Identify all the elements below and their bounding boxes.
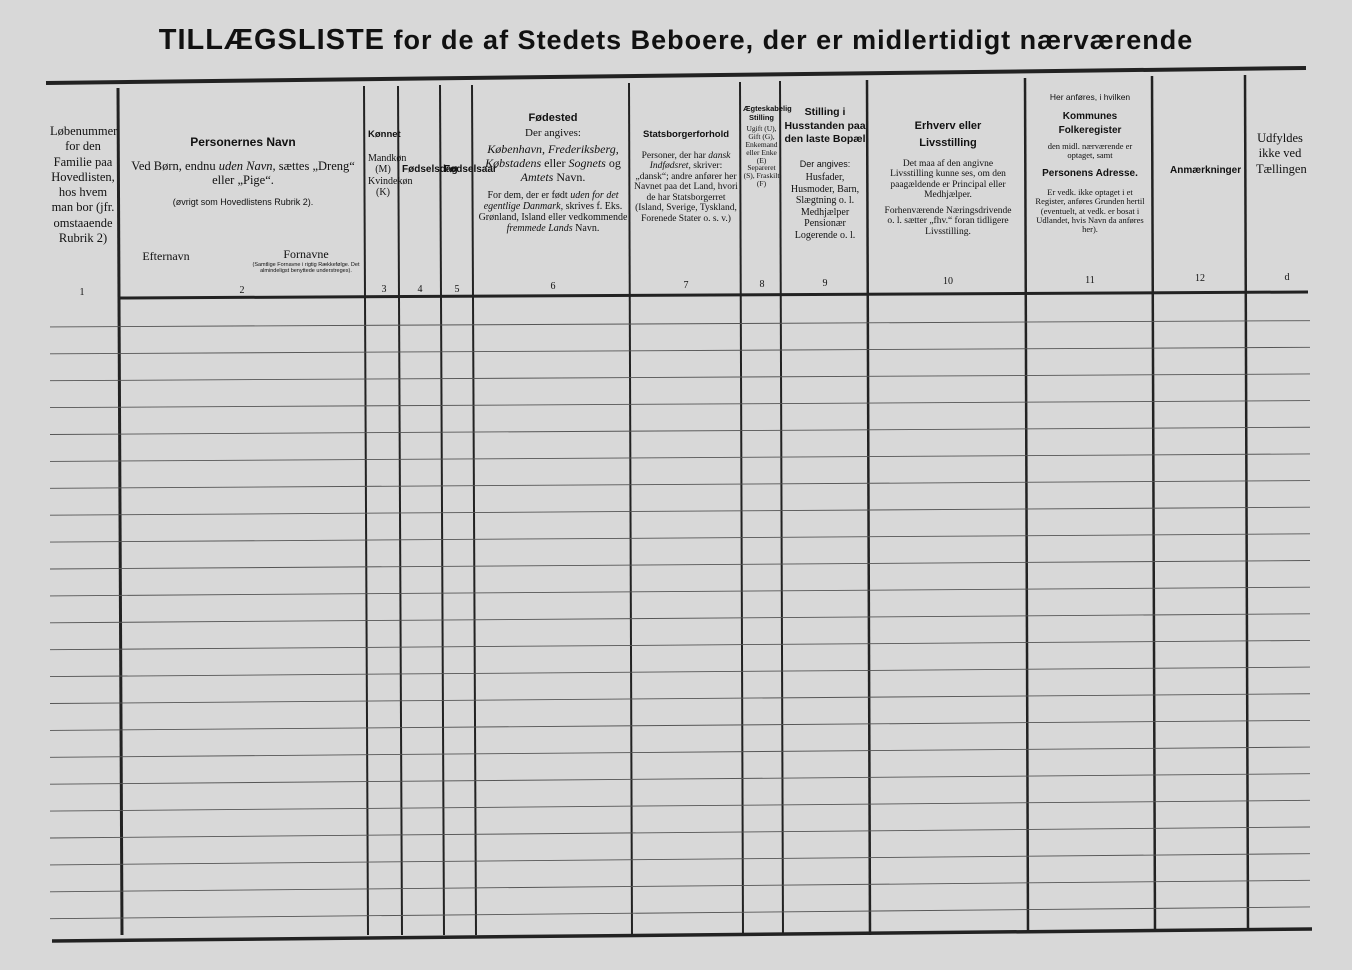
col12-header: Anmærkninger [1170, 165, 1242, 176]
col8-number: 8 [759, 279, 765, 290]
col8-text: Ugift (U), Gift (G), Enkemand eller Enke (E) Separeret (S), Fraskilt (F) [743, 124, 780, 189]
col2-header [124, 136, 362, 207]
col10-header [872, 118, 1024, 237]
col6-places-b: eller [544, 156, 566, 171]
col4-header: Fødselsdag [402, 164, 458, 175]
ruled-line [50, 880, 1310, 892]
col3-heading: Kønnet [368, 129, 401, 140]
col6-foreign-d: fremmede Lands [506, 222, 573, 234]
col3-number: 3 [381, 284, 387, 295]
col10-heading: Erhverv eller Livsstilling [914, 120, 982, 149]
ruled-line [50, 587, 1310, 596]
ruled-line [50, 427, 1310, 434]
col2-fornavne-note: (Samtlige Fornavne i rigtig Rækkefølge. Det almindeligst benyttede understreges). [252, 262, 360, 275]
col6-heading: Fødested [528, 112, 578, 124]
col6-places-c: Sognets [568, 156, 606, 171]
col1-number: 1 [79, 287, 85, 298]
col5-header: Fødselsaar [444, 164, 497, 175]
col7-text [633, 151, 739, 224]
ruled-line [50, 614, 1310, 623]
ruled-line [50, 854, 1310, 865]
col6-foreign-e: Navn. [575, 222, 600, 234]
col3-text: Mandkøn (M) Kvindekøn (K) [368, 152, 413, 199]
col6-places-e: Amtets [520, 169, 554, 184]
col9-heading: Stilling i Husstanden paa den laste Bopæl [784, 106, 866, 146]
col7-number: 7 [683, 280, 689, 291]
col11-mid: den midl. nærværende er optaget, samt [1047, 140, 1133, 161]
col12-number: 12 [1195, 273, 1205, 284]
col9-sub: Der angives: [799, 158, 851, 169]
col2-instruction-b: sættes „Dreng“ eller „Pige“. [212, 158, 355, 188]
col6-number: 6 [550, 281, 556, 292]
ruled-line [50, 800, 1310, 811]
ruled-line [50, 374, 1310, 381]
ruled-line [50, 401, 1310, 408]
col6-foreign-b: uden for det egentlige Danmark, [483, 189, 619, 212]
col11-top: Her anføres, i hvilken [1049, 92, 1131, 102]
col6-header [478, 112, 628, 234]
col2-number: 2 [239, 285, 245, 296]
col6-places-f: Navn. [556, 169, 586, 184]
ruled-line [50, 720, 1310, 730]
ruled-line [50, 907, 1310, 919]
title-rest: for de af Stedets Beboere, der er midlertidigt nærværende [393, 25, 1194, 55]
ruled-line [50, 667, 1310, 677]
col11-header [1029, 93, 1151, 235]
col6-foreign-a: For dem, der er født [487, 189, 568, 201]
cold-header: Udfyldes ikke ved Tællingen [1256, 131, 1307, 176]
col9-number: 9 [822, 278, 828, 289]
ruled-line [50, 640, 1310, 649]
col2-heading: Personernes Navn [190, 135, 296, 149]
col10-number: 10 [943, 276, 953, 287]
col9-text: Husfader, Husmoder, Barn, Slægtning o. l. Medhjælper Pensionær Logerende o. l. [790, 172, 860, 241]
col2-fornavne: Fornavne [283, 247, 329, 261]
col7-header [633, 130, 739, 224]
col6-foreign [478, 190, 628, 234]
col6-places-a: København, Frederiksberg, Købstadens [485, 142, 619, 171]
col6-places [478, 143, 628, 184]
col7-text-i: dansk Indfødsret, [649, 150, 731, 172]
col7-text-a: Personer, der har [641, 150, 706, 161]
ruled-line [50, 454, 1310, 462]
col6-foreign-c: skrives f. Eks. Grønland, Island eller vedkommende [478, 200, 628, 223]
col11-number: 11 [1085, 275, 1095, 286]
col6-places-d: og [608, 156, 621, 171]
col10-text: Det maa af den angivne Livsstilling kunne ses, om den paagældende er Principal eller Medhjælper. [890, 159, 1006, 201]
col3-header [368, 129, 413, 199]
ruled-line [50, 534, 1310, 542]
col11-heading2: Personens Adresse. [1042, 168, 1138, 180]
col11-text: Er vedk. ikke optaget i et Register, anføres Grunden hertil (eventuelt, at vedk. er bosat i Udlandet, hvis Navn da anføres her). [1035, 186, 1145, 235]
ruled-line [50, 347, 1310, 354]
col9-header [784, 106, 866, 241]
ruled-line [50, 507, 1310, 515]
col7-text-b: skriver: „dansk“; andre anfører her Navnet paa det Land, hvori de har Statsborgerret (Island, Sverige, Tyskland, Forenede Stater o. s. v.) [634, 161, 738, 224]
col2-instruction-italic: uden Navn, [218, 158, 276, 173]
col2-instruction [124, 159, 362, 188]
col10-text2: Forhenværende Næringsdrivende o. l. sætter „fhv.“ foran tidligere Livsstilling. [884, 205, 1012, 237]
col8-header [743, 104, 792, 189]
col1-header: Løbenummer for den Familie paa Hovedlisten, hos hvem man bor (jfr. omstaaende Rubrik 2) [50, 124, 118, 245]
col5-number: 5 [454, 284, 460, 295]
col2-note: (øvrigt som Hovedlistens Rubrik 2). [172, 196, 314, 207]
col8-heading: Ægteskabelig Stilling [743, 104, 792, 122]
ruled-line [50, 747, 1310, 757]
title-main: TILLÆGSLISTE [158, 24, 386, 56]
col11-heading: Kommunes Folkeregister [1058, 110, 1122, 136]
cold-number: d [1284, 272, 1290, 283]
ruled-line [50, 321, 1310, 327]
ruled-line [50, 694, 1310, 704]
col2-efternavn: Efternavn [142, 249, 190, 263]
ruled-line [50, 481, 1310, 489]
ruled-line [50, 827, 1310, 838]
col2-instruction-a: Ved Børn, endnu [131, 158, 216, 173]
ruled-line [50, 561, 1310, 570]
col7-heading: Statsborgerforhold [642, 129, 730, 140]
col6-sub: Der angives: [525, 126, 581, 139]
ruled-line [50, 774, 1310, 785]
col4-number: 4 [417, 284, 423, 295]
